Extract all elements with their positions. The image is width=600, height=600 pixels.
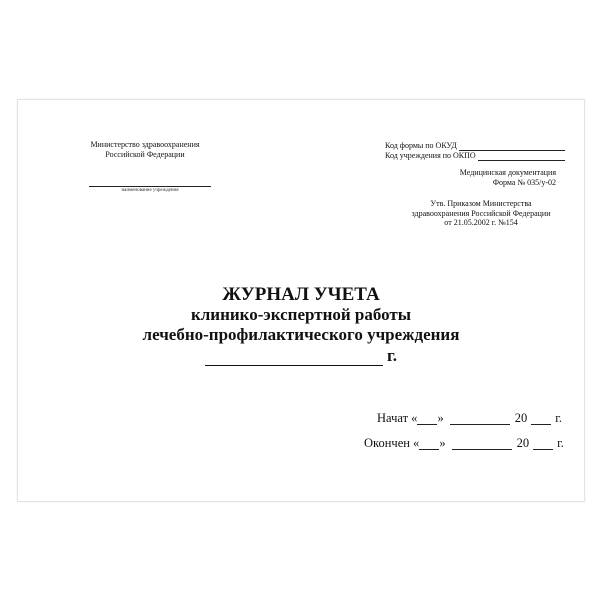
year-blank-field xyxy=(205,349,383,366)
finished-close-quote: » xyxy=(439,436,446,450)
institution-caption: наименование учреждения xyxy=(121,188,179,193)
started-day-field xyxy=(417,412,437,425)
started-year-suffix: г. xyxy=(555,411,563,425)
started-label: Начат « xyxy=(377,411,418,425)
title-year-suffix: г. xyxy=(386,346,398,365)
started-year-field xyxy=(531,412,551,425)
form-number: Форма № 035/у-02 xyxy=(492,178,556,187)
finished-day-field xyxy=(419,437,439,450)
approval-line-1: Утв. Приказом Министерства xyxy=(430,199,532,208)
started-close-quote: » xyxy=(437,411,444,425)
approval-line-3: от 21.05.2002 г. №154 xyxy=(444,218,518,227)
title-line-1: ЖУРНАЛ УЧЕТА xyxy=(222,284,380,305)
finished-year-field xyxy=(533,437,553,450)
okud-label: Код формы по ОКУД xyxy=(385,141,457,150)
approval-line-2: здравоохранения Российской Федерации xyxy=(411,208,551,218)
approval-note xyxy=(403,199,559,228)
finished-date-row xyxy=(364,436,564,450)
okpo-label: Код учреждения по ОКПО xyxy=(385,151,476,160)
institution-name-line xyxy=(89,186,211,187)
ministry-line-2: Российской Федерации xyxy=(105,150,185,159)
ministry-header xyxy=(80,140,210,160)
okud-code-row xyxy=(385,141,565,151)
medical-documentation-note xyxy=(416,168,556,188)
okpo-code-row xyxy=(385,151,565,161)
finished-label: Окончен « xyxy=(364,436,420,450)
journal-title xyxy=(118,284,484,366)
started-century: 20 xyxy=(514,411,528,425)
medical-doc-line-1: Медицинская документация xyxy=(459,168,556,177)
started-date-row xyxy=(377,411,562,425)
finished-year-suffix: г. xyxy=(557,436,564,450)
okpo-code-field xyxy=(478,152,565,161)
title-year-line xyxy=(118,346,484,366)
title-line-3: лечебно-профилактического учреждения xyxy=(142,325,460,344)
title-line-2: клинико-экспертной работы xyxy=(190,305,412,324)
journal-cover-sheet xyxy=(17,99,585,502)
started-month-field xyxy=(450,412,510,425)
finished-century: 20 xyxy=(516,436,530,450)
form-codes xyxy=(385,141,565,161)
ministry-line-1: Министерство здравоохранения xyxy=(90,140,200,149)
okud-code-field xyxy=(459,142,565,151)
finished-month-field xyxy=(452,437,512,450)
